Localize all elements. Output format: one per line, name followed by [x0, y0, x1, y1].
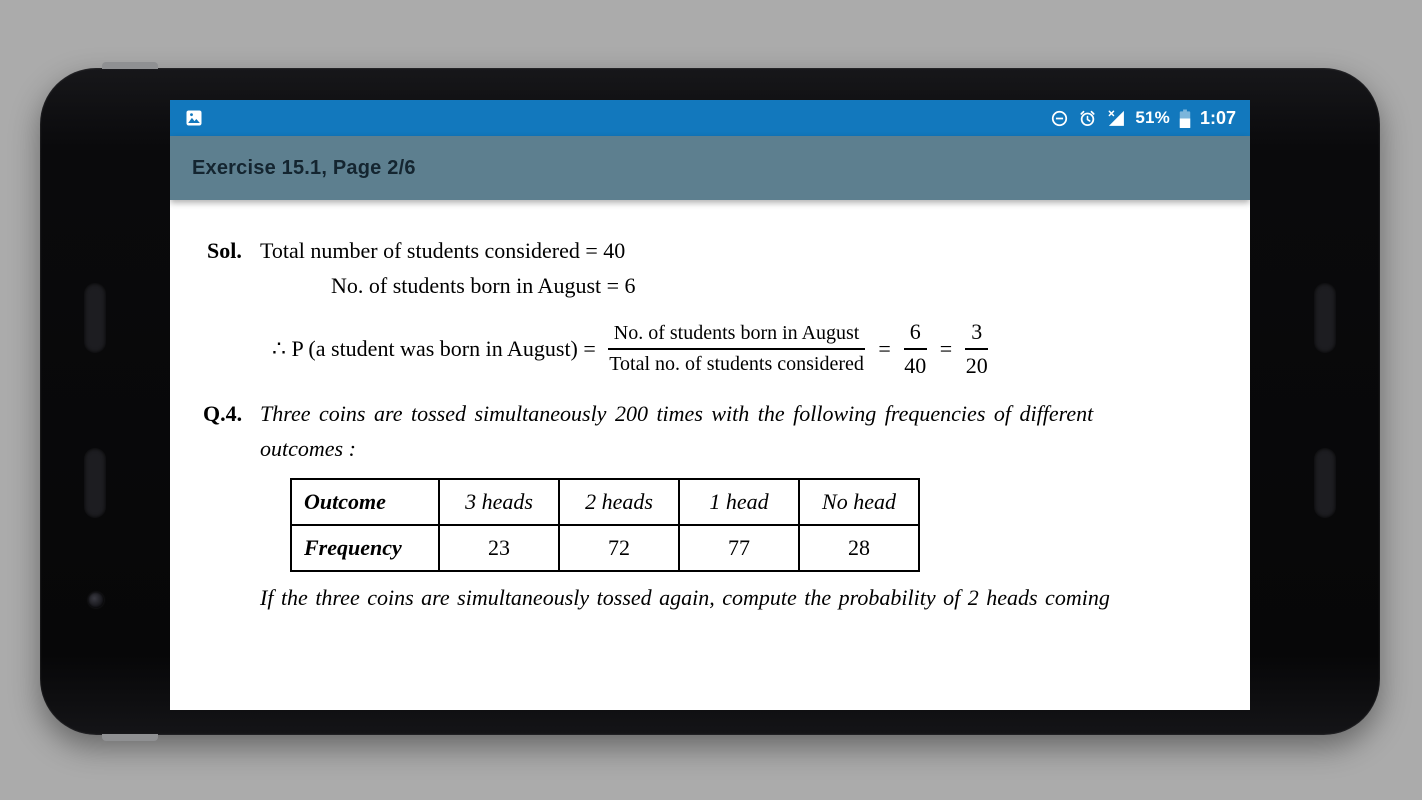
frequency-3-heads: 23 [439, 525, 559, 571]
table-data-row [291, 525, 919, 571]
frequency-1-head: 77 [679, 525, 799, 571]
solution-line-2: No. of students born in August = 6 [331, 273, 636, 298]
table-header-1-head: 1 head [679, 479, 799, 525]
page-title: Exercise 15.1, Page 2/6 [192, 156, 416, 179]
table-header-no-head: No head [799, 479, 919, 525]
frequency-2-heads: 72 [559, 525, 679, 571]
document-page[interactable] [170, 200, 1250, 710]
fraction-denominator: 20 [965, 353, 988, 378]
cellular-signal-no-data-icon [1106, 108, 1126, 128]
do-not-disturb-icon [1050, 109, 1069, 128]
probability-equation [272, 319, 988, 379]
speaker-slot [1314, 283, 1336, 353]
speaker-slot [84, 283, 106, 353]
solution-line-1 [207, 238, 1250, 264]
question-label: Q.4. [203, 401, 243, 426]
table-frequency-label: Frequency [291, 525, 439, 571]
equals-sign: = [939, 336, 953, 361]
gallery-notification-icon [184, 108, 204, 128]
fraction-denominator: 40 [904, 353, 927, 378]
fraction-denominator: Total no. of students considered [609, 353, 864, 375]
camera-dot [88, 592, 104, 608]
equals-sign: = [878, 336, 891, 361]
fraction-3-20 [965, 319, 988, 379]
fraction-numerator: 6 [904, 319, 927, 350]
battery-icon [1179, 109, 1191, 128]
battery-percent-label: 51% [1135, 108, 1170, 127]
question-4 [203, 401, 1250, 462]
power-button [102, 62, 158, 69]
speaker-slot [84, 448, 106, 518]
table-header-2-heads: 2 heads [559, 479, 679, 525]
solution-label: Sol. [207, 238, 242, 263]
speaker-slot [1314, 448, 1336, 518]
fraction-numerator: 3 [965, 319, 988, 350]
phone-screen [170, 100, 1250, 710]
fraction-words [608, 322, 866, 376]
table-header-3-heads: 3 heads [439, 479, 559, 525]
fraction-6-40 [904, 319, 927, 379]
table-header-outcome: Outcome [291, 479, 439, 525]
question-text-line-1: Three coins are tossed simultaneously 200 times with the following frequencies of different [260, 401, 1094, 426]
alarm-clock-icon [1078, 109, 1097, 128]
status-bar [170, 100, 1250, 136]
solution-text: Total number of students considered = 40 [260, 238, 626, 263]
frequency-no-head: 28 [799, 525, 919, 571]
clock-label: 1:07 [1199, 107, 1236, 128]
fraction-numerator: No. of students born in August [608, 322, 866, 350]
table-header-row [291, 479, 919, 525]
volume-button [102, 734, 158, 741]
status-icons-group [1050, 108, 1236, 129]
phone-frame [40, 68, 1380, 735]
question-continuation-text: If the three coins are simultaneously tossed again, compute the probability of 2 heads coming [260, 585, 1110, 610]
frequency-table [290, 478, 920, 572]
equation-prefix: ∴ P (a student was born in August) = [272, 336, 596, 361]
app-bar [170, 136, 1250, 200]
question-text-line-2: outcomes : [260, 436, 356, 461]
